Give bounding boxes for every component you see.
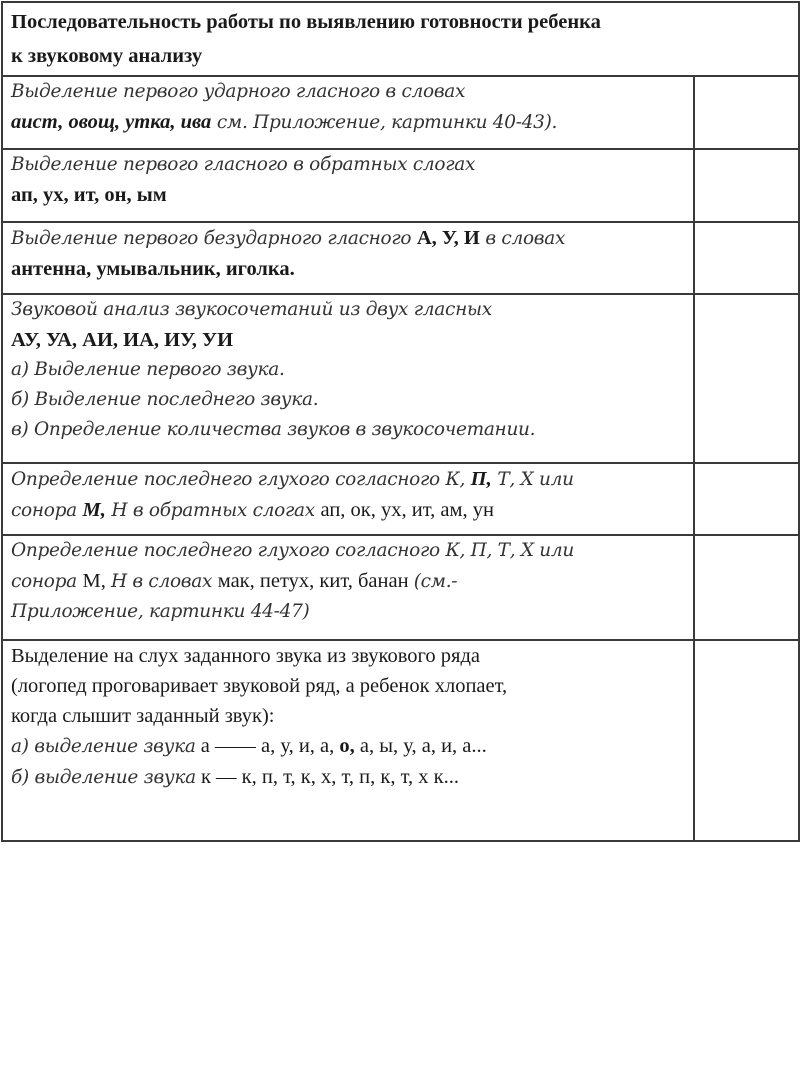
sound-series-b: к — к, п, т, к, х, т, п, к, т, х к... bbox=[195, 766, 459, 788]
task-text: Выделение первого ударного гласного в словах bbox=[11, 81, 466, 102]
task-words: ап, ух, ит, он, ым bbox=[11, 184, 167, 206]
task-text: когда слышит заданный звук): bbox=[11, 705, 275, 727]
task-text: Выделение на слух заданного звука из звукового ряда bbox=[11, 645, 480, 667]
table-header-row bbox=[2, 2, 799, 76]
task-text: Н в словах bbox=[110, 571, 218, 592]
task-words: мак, петух, кит, банан bbox=[217, 570, 414, 592]
task-syllables: ап, ок, ух, ит, ам, ун bbox=[320, 499, 494, 521]
sound-series-a: а, ы, у, а, и, а... bbox=[354, 735, 487, 757]
title-line-2: к звуковому анализу bbox=[11, 45, 203, 67]
task-letter: П, bbox=[470, 468, 492, 490]
subtask-b-label: б) выделение звука bbox=[11, 767, 196, 788]
task-cell bbox=[2, 149, 694, 222]
task-text: Определение последнего глухого согласного К, П, Т, Х или bbox=[11, 540, 575, 561]
task-cell bbox=[2, 222, 694, 294]
subtask-b: б) Выделение последнего звука. bbox=[11, 389, 319, 410]
table-row bbox=[2, 294, 799, 463]
task-words: аист, овощ, утка, ива bbox=[11, 111, 212, 133]
sound-series-a-highlight: о, bbox=[339, 735, 355, 757]
task-text: сонора bbox=[11, 571, 83, 592]
mark-cell[interactable] bbox=[694, 640, 799, 841]
task-letter: М, bbox=[82, 570, 111, 592]
task-words: антенна, умывальник, иголка. bbox=[11, 258, 295, 280]
task-combinations: АУ, УА, АИ, ИА, ИУ, УИ bbox=[11, 329, 234, 351]
table-row bbox=[2, 640, 799, 841]
readiness-table bbox=[1, 1, 800, 842]
subtask-c: в) Определение количества звуков в звукосочетании. bbox=[11, 419, 536, 440]
mark-cell[interactable] bbox=[694, 149, 799, 222]
task-vowels: А, У, И bbox=[416, 227, 480, 249]
table-title bbox=[2, 2, 799, 76]
task-text: Выделение первого гласного в обратных слогах bbox=[11, 154, 476, 175]
subtask-a: а) Выделение первого звука. bbox=[11, 359, 285, 380]
table-row bbox=[2, 463, 799, 535]
task-cell bbox=[2, 535, 694, 640]
task-reference: (см.- bbox=[413, 571, 458, 592]
task-text: сонора bbox=[11, 500, 83, 521]
task-letter: М, bbox=[82, 499, 106, 521]
sound-series-a: а —— а, у, и, а, bbox=[195, 735, 340, 757]
task-text: (логопед проговаривает звуковой ряд, а ребенок хлопает, bbox=[11, 675, 508, 697]
table-row bbox=[2, 76, 799, 149]
task-cell bbox=[2, 463, 694, 535]
mark-cell[interactable] bbox=[694, 463, 799, 535]
table-row bbox=[2, 535, 799, 640]
task-text: Выделение первого безударного гласного bbox=[11, 228, 417, 249]
task-text: Звуковой анализ звукосочетаний из двух гласных bbox=[11, 299, 492, 320]
title-line-1: Последовательность работы по выявлению готовности ребенка bbox=[11, 11, 601, 33]
mark-cell[interactable] bbox=[694, 222, 799, 294]
task-text: Т, Х или bbox=[491, 469, 574, 490]
table-row bbox=[2, 222, 799, 294]
task-text: Определение последнего глухого согласного К, bbox=[11, 469, 471, 490]
task-text: Н в обратных слогах bbox=[105, 500, 321, 521]
mark-cell[interactable] bbox=[694, 535, 799, 640]
task-cell bbox=[2, 76, 694, 149]
task-text: в словах bbox=[479, 228, 566, 249]
mark-cell[interactable] bbox=[694, 76, 799, 149]
subtask-a-label: а) выделение звука bbox=[11, 736, 196, 757]
table-row bbox=[2, 149, 799, 222]
task-reference: см. Приложение, картинки 40-43). bbox=[211, 112, 558, 133]
task-cell bbox=[2, 640, 694, 841]
task-cell bbox=[2, 294, 694, 463]
mark-cell[interactable] bbox=[694, 294, 799, 463]
task-reference: Приложение, картинки 44-47) bbox=[11, 601, 310, 622]
